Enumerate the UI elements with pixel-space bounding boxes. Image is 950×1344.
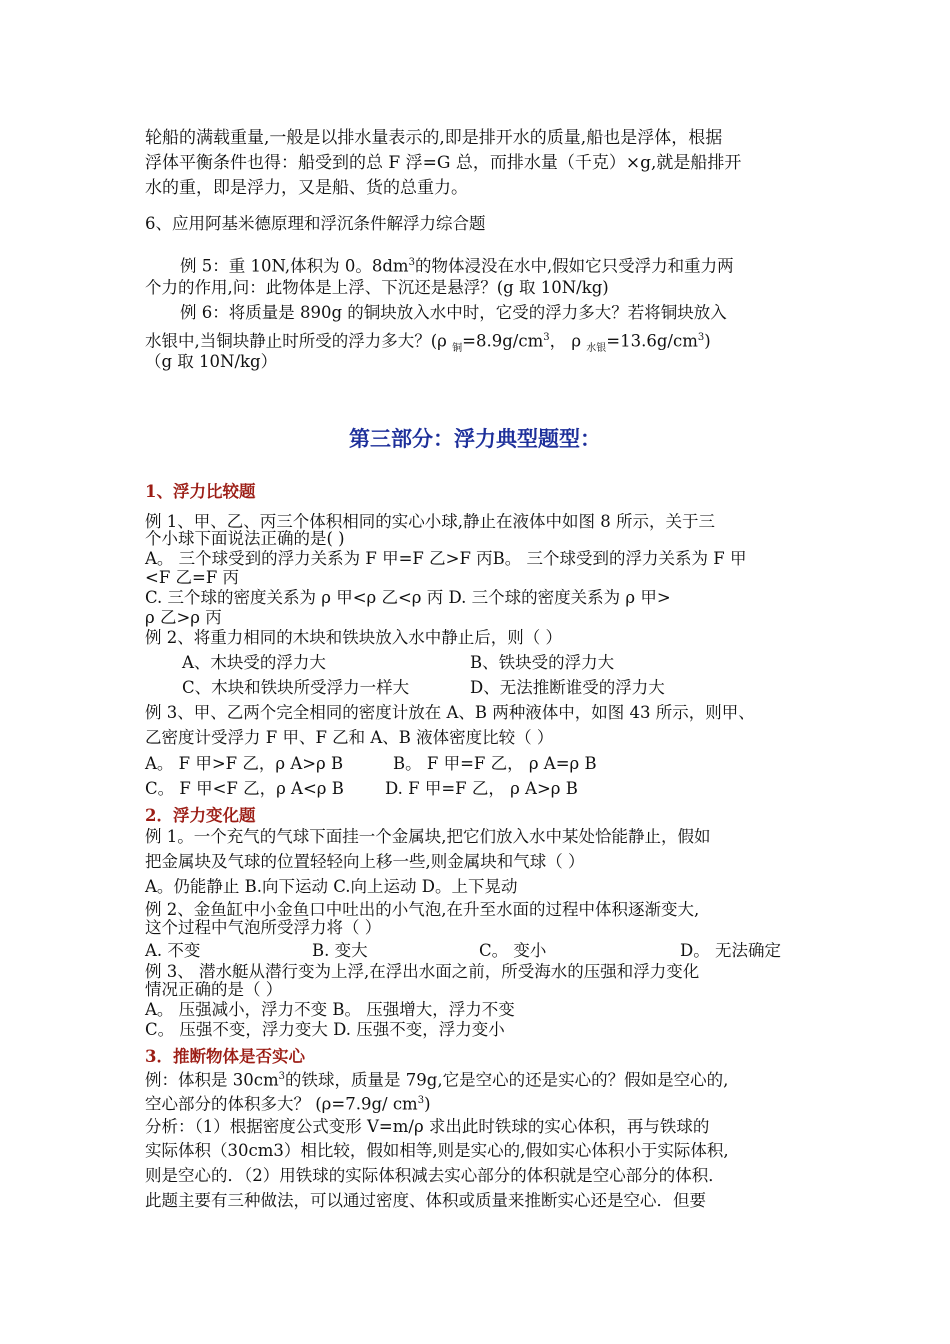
- intro-line-1: 轮船的满载重量,一般是以排水量表示的,即是排开水的质量,船也是浮体，根据: [145, 128, 723, 148]
- ex6-text-b: =8.9g/cm: [462, 331, 544, 351]
- s3-question-line-1: [145, 1067, 728, 1091]
- ex6-text-e: ): [704, 331, 711, 351]
- s3-q-sup: 3: [278, 1071, 286, 1082]
- s2-q2-option-d: D。 无法确定: [680, 941, 781, 960]
- ex6-text-c: ， ρ: [549, 331, 587, 351]
- s3-q-text-a: 例：体积是 30cm: [145, 1070, 279, 1090]
- s1-q1-option-a-cont: <F 乙=F 丙: [145, 568, 240, 587]
- s1-q1-option-a: A。 三个球受到的浮力关系为 F 甲=F 乙>F 丙B。 三个球受到的浮力关系为 F 甲: [145, 549, 747, 568]
- s2-q1-line-2: 把金属块及气球的位置轻轻向上移一些,则金属块和气球（ ）: [145, 852, 585, 871]
- ex6-sub-mercury: 水银: [586, 342, 607, 354]
- s3-analysis-line-2: 实际体积（30cm3）相比较，假如相等,则是实心的,假如实心体积小于实际体积,: [145, 1141, 729, 1160]
- example-6-line-3: （g 取 10N/kg）: [145, 352, 278, 371]
- ex6-sub-copper: 铜: [452, 342, 463, 354]
- ex5-text-a: 例 5：重 10N,体积为 0。8dm: [180, 256, 409, 276]
- s2-q2-line-1: 例 2、金鱼缸中小金鱼口中吐出的小气泡,在升至水面的过程中体积逐渐变大,: [145, 900, 700, 919]
- s1-q2-option-a: A、木块受的浮力大: [182, 653, 326, 672]
- s1-q3-option-a: A。 F 甲>F 乙，ρ A>ρ B: [145, 754, 344, 773]
- s1-q2: 例 2、将重力相同的木块和铁块放入水中静止后，则（ ）: [145, 628, 562, 647]
- s3-q-sup-2: 3: [417, 1095, 425, 1106]
- part-three-title: 第三部分：浮力典型题型：: [349, 426, 601, 451]
- s2-q2-line-2: 这个过程中气泡所受浮力将（ ）: [145, 918, 382, 937]
- s1-q1-option-c-cont: ρ 乙>ρ 丙: [145, 608, 222, 627]
- ex5-text-b: 的物体浸没在水中,假如它只受浮力和重力两: [414, 256, 734, 276]
- intro-line-2: 浮体平衡条件也得：船受到的总 F 浮=G 总，而排水量（千克）×g,就是船排开: [145, 153, 742, 173]
- s2-q2-option-b: B. 变大: [312, 941, 368, 960]
- s1-q2-option-b: B、铁块受的浮力大: [470, 653, 615, 672]
- s1-q3-line-2: 乙密度计受浮力 F 甲、F 乙和 A、B 液体密度比较（ ）: [145, 728, 554, 747]
- s3-q-text-c: 空心部分的体积多大？ (ρ=7.9g/ cm: [145, 1094, 418, 1114]
- s1-q3-option-d: D. F 甲=F 乙， ρ A>ρ B: [385, 779, 578, 798]
- ex6-text-a: 水银中,当铜块静止时所受的浮力多大？(ρ: [145, 331, 453, 351]
- s3-analysis-line-1: 分析：（1）根据密度公式变形 V=m/ρ 求出此时铁球的实心体积，再与铁球的: [145, 1117, 710, 1136]
- intro-line-3: 水的重，即是浮力，又是船、货的总重力。: [145, 178, 468, 198]
- s1-q1-option-c: C. 三个球的密度关系为 ρ 甲<ρ 乙<ρ 丙 D. 三个球的密度关系为 ρ 甲>: [145, 588, 671, 607]
- ex5-sup: 3: [408, 257, 415, 268]
- s1-q1-line-1: 例 1、甲、乙、丙三个体积相同的实心小球,静止在液体中如图 8 所示，关于三: [145, 512, 715, 531]
- s2-q1-line-1: 例 1。一个充气的气球下面挂一个金属块,把它们放入水中某处恰能静止，假如: [145, 827, 711, 846]
- section-1-heading: 1、浮力比较题: [145, 482, 256, 501]
- example-5-line-2: 个力的作用,问：此物体是上浮、下沉还是悬浮？(g 取 10N/kg): [145, 278, 609, 297]
- s1-q3-line-1: 例 3、甲、乙两个完全相同的密度计放在 A、B 两种液体中，如图 43 所示，则甲、: [145, 703, 755, 722]
- s3-question-line-2: [145, 1091, 431, 1115]
- example-5-line-1: [180, 253, 734, 277]
- s2-q3-line-1: 例 3、 潜水艇从潜行变为上浮,在浮出水面之前，所受海水的压强和浮力变化: [145, 962, 700, 981]
- s3-analysis-line-4: 此题主要有三种做法，可以通过密度、体积或质量来推断实心还是空心．但要: [145, 1191, 706, 1210]
- s2-q3-line-2: 情况正确的是（ ）: [145, 980, 283, 999]
- example-6-line-1: 例 6：将质量是 890g 的铜块放入水中时，它受的浮力多大？若将铜块放入: [180, 303, 727, 322]
- s3-q-text-d: ): [424, 1094, 431, 1114]
- s3-q-text-b: 的铁球，质量是 79g,它是空心的还是实心的？假如是空心的,: [285, 1070, 729, 1090]
- section-3-heading: 3．推断物体是否实心: [145, 1047, 305, 1066]
- s1-q1-line-2: 个小球下面说法正确的是( ): [145, 529, 345, 548]
- topic-6-heading: 6、应用阿基米德原理和浮沉条件解浮力综合题: [145, 214, 486, 233]
- s2-q2-option-c: C。 变小: [479, 941, 547, 960]
- s1-q3-option-b: B。 F 甲=F 乙， ρ A=ρ B: [393, 754, 597, 773]
- ex6-text-d: =13.6g/cm: [606, 331, 698, 351]
- s2-q2-option-a: A. 不变: [145, 941, 201, 960]
- s1-q2-option-c: C、木块和铁块所受浮力一样大: [182, 678, 410, 697]
- s2-q3-options-ab: A。 压强减小，浮力不变 B。 压强增大，浮力不变: [145, 1000, 515, 1019]
- ex6-sup-2: 3: [697, 332, 705, 343]
- s2-q1-options: A。仍能静止 B.向下运动 C.向上运动 D。上下晃动: [145, 877, 518, 896]
- ex6-sup-1: 3: [543, 332, 550, 343]
- s1-q3-option-c: C。 F 甲<F 乙，ρ A<ρ B: [145, 779, 344, 798]
- s2-q3-options-cd: C。 压强不变，浮力变大 D. 压强不变，浮力变小: [145, 1020, 505, 1039]
- section-2-heading: 2．浮力变化题: [145, 806, 256, 825]
- s3-analysis-line-3: 则是空心的．（2）用铁球的实际体积减去实心部分的体积就是空心部分的体积．: [145, 1166, 725, 1185]
- s1-q2-option-d: D、无法推断谁受的浮力大: [470, 678, 665, 697]
